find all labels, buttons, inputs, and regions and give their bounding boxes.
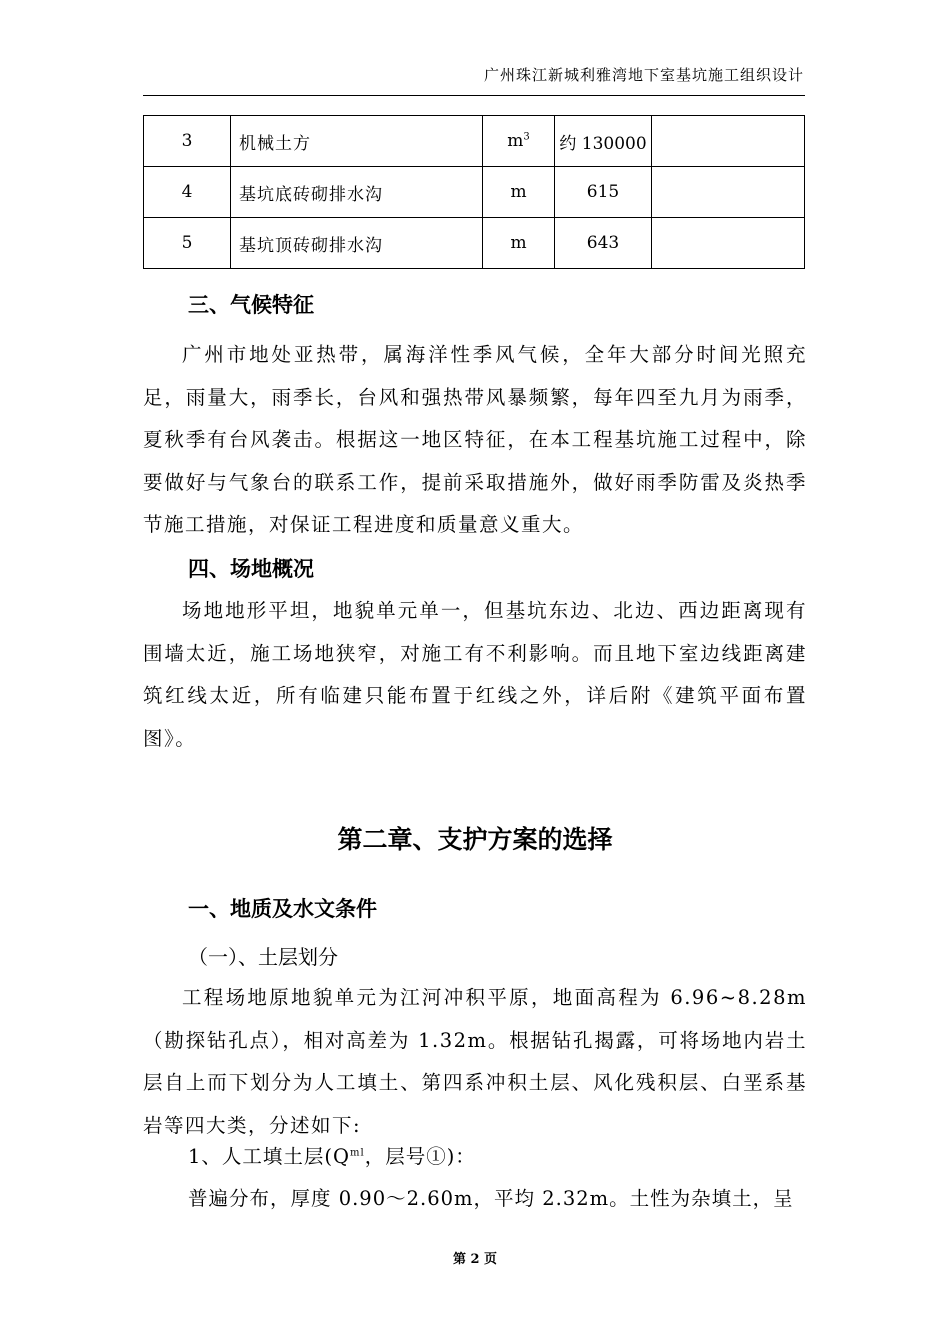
section-heading-site: 四、场地概况 — [188, 557, 314, 581]
climate-text: 广州市地处亚热带，属海洋性季风气候，全年大部分时间光照充足，雨量大，雨季长，台风和强热带风暴频繁，每年四至九月为雨季，夏秋季有台风袭击。根据这一地区特征，在本工程基坑施工过程中，除要做好与气象台的联系工作，提前采取措施外，做好雨季防雷及炎热季节施工措施，对保证工程进度和质量意义重大。 — [143, 343, 807, 536]
quantity-cell: 643 — [555, 218, 652, 269]
header-rule — [143, 95, 805, 96]
row-number: 5 — [144, 218, 231, 269]
unit-base: m — [510, 233, 527, 253]
note-cell — [652, 167, 805, 218]
unit-cell — [483, 116, 555, 167]
row-number: 4 — [144, 167, 231, 218]
section-heading-geology: 一、地质及水文条件 — [188, 897, 377, 921]
quantity-cell: 615 — [555, 167, 652, 218]
item-name: 机械土方 — [231, 116, 483, 167]
table-row — [144, 167, 805, 218]
table-row — [144, 116, 805, 167]
item1-heading — [188, 1141, 476, 1169]
note-cell — [652, 116, 805, 167]
item1-superscript: ml — [350, 1147, 365, 1159]
site-text: 场地地形平坦，地貌单元单一，但基坑东边、北边、西边距离现有围墙太近，施工场地狭窄，对施工有不利影响。而且地下室边线距离建筑红线太近，所有临建只能布置于红线之外，详后附《建筑平面布置图》。 — [143, 599, 807, 750]
item-name: 基坑底砖砌排水沟 — [231, 167, 483, 218]
unit-cell — [483, 167, 555, 218]
unit-cell — [483, 218, 555, 269]
quantity-table — [143, 115, 805, 269]
table-row — [144, 218, 805, 269]
note-cell — [652, 218, 805, 269]
chapter-title: 第二章、支护方案的选择 — [337, 825, 613, 854]
page-header-title: 广州珠江新城利雅湾地下室基坑施工组织设计 — [483, 66, 804, 84]
climate-paragraph — [143, 334, 807, 547]
item-name: 基坑顶砖砌排水沟 — [231, 218, 483, 269]
item1-suffix: ，层号①)： — [364, 1145, 476, 1168]
item1-body: 普遍分布，厚度 0.90～2.60m，平均 2.32m。土性为杂填土，呈 — [188, 1187, 794, 1210]
unit-base: m — [510, 182, 527, 202]
section-heading-climate: 三、气候特征 — [188, 293, 314, 317]
page-number: 第 2 页 — [452, 1252, 498, 1267]
unit-base: m — [507, 131, 524, 151]
item1-prefix: 1、人工填土层(Q — [188, 1145, 351, 1168]
soil-paragraph — [143, 977, 807, 1147]
site-paragraph — [143, 590, 807, 760]
soil-text: 工程场地原地貌单元为江河冲积平原，地面高程为 6.96~8.28m（勘探钻孔点），相对高差为 1.32m。根据钻孔揭露，可将场地内岩土层自上而下划分为人工填土、第四系冲积土层、风化残积层、白垩系基岩等四大类，分述如下: — [143, 986, 807, 1137]
quantity-cell: 约 130000 — [555, 116, 652, 167]
subsection-heading-soil: （一）、土层划分 — [188, 945, 338, 969]
unit-superscript: 3 — [523, 131, 530, 143]
row-number: 3 — [144, 116, 231, 167]
